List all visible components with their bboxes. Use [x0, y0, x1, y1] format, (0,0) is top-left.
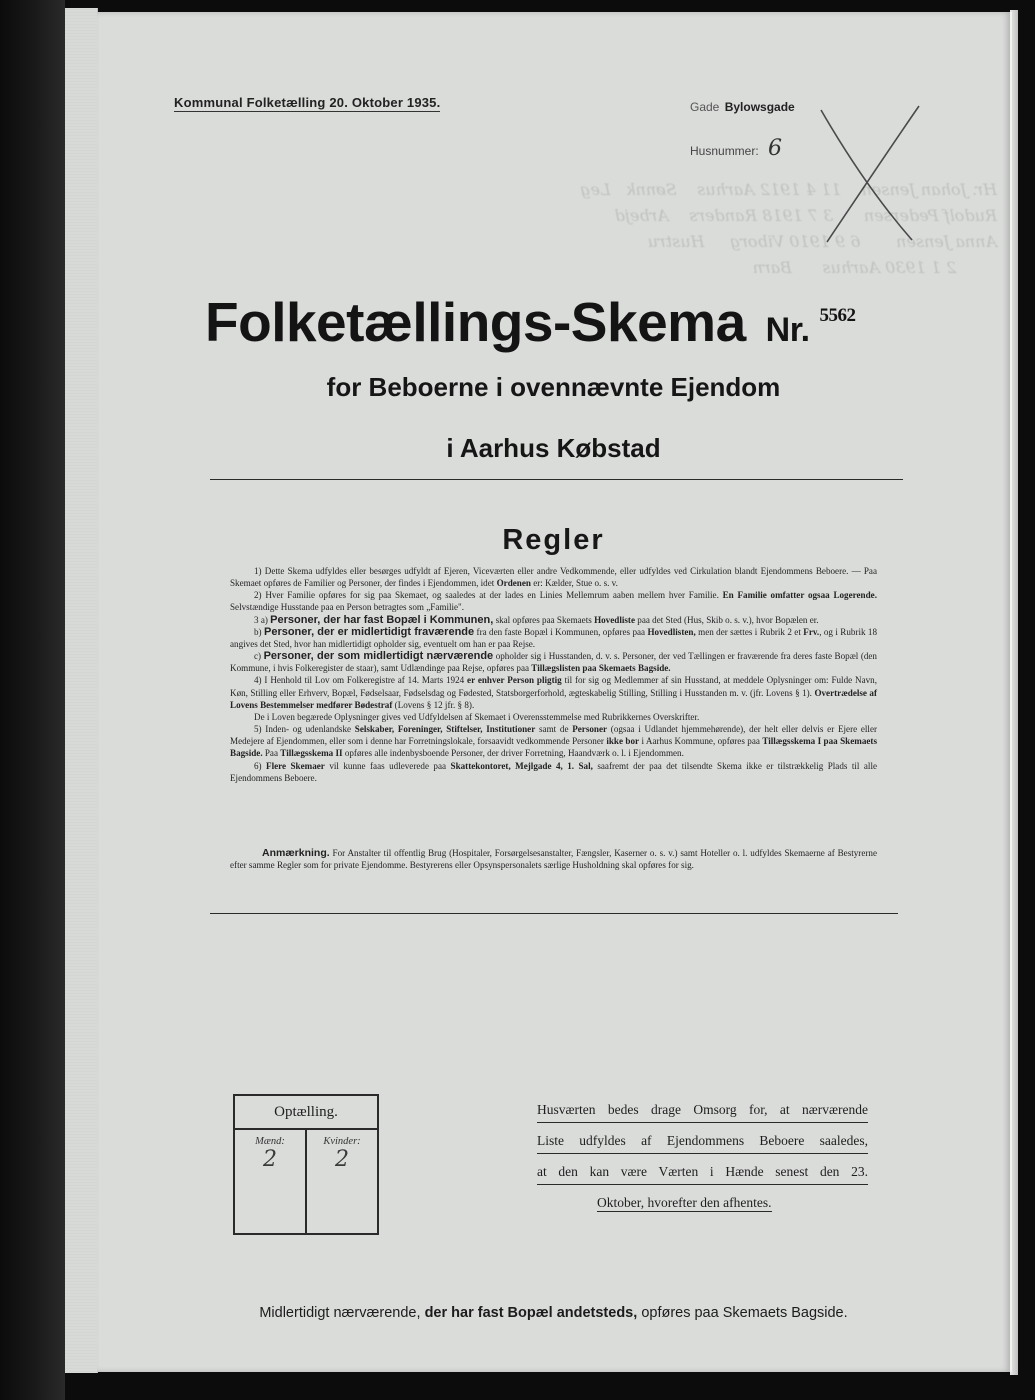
rule-1: 1) Dette Skema udfyldes eller besørges udfyldt af Ejeren, Viceværten eller andre Vedkommende, eller udfyldes ved Cirkulation blandt Ejendommens Beboere. — Paa Skemaet opføres de Familier og Personer, der findes i Ejendommen, idet Ordenen er: Kælder, Stue o. s. v. [230, 566, 877, 589]
footer-part-3: opføres paa Skemaets Bagside. [641, 1305, 848, 1321]
house-number-value: 6 [768, 136, 783, 161]
house-number-field [690, 136, 782, 161]
rule-4: 4) I Henhold til Lov om Folkeregistre af 14. Marts 1924 er enhver Person pligtig til for sig og Medlemmer af sin Husstand, at meddele Oplysninger om: Fulde Navn, Køn, Stilling eller Erhverv, Bopæl, Fødselsaar, Fødselsdag og Fødested, Statsborgerforhold, ægteskabelig Stilling, Stilling i Husstanden m. v. (jfr. Lovens § 1). Overtrædelse af Lovens Bestemmelser medfører Bødestraf (Lovens § 12 jfr. § 8). [230, 675, 878, 710]
instruction-line-3: at den kan være Værten i Hænde senest den 23. [537, 1161, 868, 1185]
rules-text [230, 565, 877, 784]
tally-women-label: Kvinder: [323, 1136, 361, 1147]
instruction-line-4: Oktober, hvorefter den afhentes. [597, 1195, 772, 1210]
tally-men-value: 2 [263, 1147, 277, 1172]
landlord-instructions [537, 1099, 877, 1223]
rule-4-continued: De i Loven begærede Oplysninger gives ved Udfyldelsen af Skemaet i Overensstemmelse med Rubrikkernes Overskrifter. [254, 711, 700, 722]
tally-women-value: 2 [335, 1147, 349, 1172]
form-number-label: Nr. [765, 311, 810, 349]
street-field [690, 100, 795, 114]
street-value: Bylowsgade [724, 100, 795, 114]
bleed-through-handwriting: Hr. Johan Jensen 11 4 1912 Aarhus Sønnk Leg Rudolf Pedersen 3 7 1918 Randers Arbejd Anna Jensen 6 9 1910 Viborg Hustru 2 1 1930 Aarhus Barn [580, 180, 997, 277]
rule-2: 2) Hver Familie opføres for sig paa Skemaet, og saaledes at der lades en Linies Mellemrum aaben mellem hver Familie. En Familie omfatter ogsaa Logerende. Selvstændige Husstande paa en Person betragtes som „Familie". [230, 590, 877, 613]
census-date-header: Kommunal Folketælling 20. Oktober 1935. [174, 95, 441, 110]
book-spine [65, 8, 98, 1373]
form-number: 5562 [819, 305, 856, 326]
rule-3c: c) Personer, der som midlertidigt nærværende opholder sig i Husstanden, d. v. s. Personer, der ved Tællingen er fraværende fra deres faste Bopæl (den Kommune, i hvis Folkeregister de staar), samt Udlændinge paa Rejse, opføres paa Tillægslisten paa Skemaets Bagside. [230, 650, 877, 674]
instruction-line-1: Husværten bedes drage Omsorg for, at nærværende [537, 1099, 868, 1123]
tally-men-label: Mænd: [255, 1136, 285, 1147]
rule-5: 5) Inden- og udenlandske Selskaber, Foreninger, Stiftelser, Institutioner samt de Personer (ogsaa i Udlandet hjemmehørende), der helt eller delvis er Ejere eller Medejere af Ejendommen, eller som i denne har Forretningslokale, forsaavidt vedkommende Personer ikke bor i Aarhus Kommune, opføres paa Tillægsskema I paa Skemaets Bagside. Paa Tillægsskema II opføres alle indenbysboende Personer, der driver Forretning, Haandværk o. l. i Ejendommen. [230, 724, 878, 759]
footer-part-1: Midlertidigt nærværende, [259, 1305, 421, 1321]
page-edge [1010, 10, 1018, 1375]
tally-heading: Optælling. [235, 1096, 377, 1130]
form-subtitle-town: i Aarhus Købstad [446, 433, 661, 463]
house-number-label: Husnummer: [690, 144, 759, 158]
footer-note [97, 1305, 1010, 1321]
rules-heading: Regler [502, 524, 605, 556]
remark-section [230, 847, 877, 871]
form-title-text: Folketællings-Skema [205, 291, 746, 353]
rule-6: 6) Flere Skemaer vil kunne faas udleverede paa Skattekontoret, Mejlgade 4, 1. Sal, saafremt der paa det tilsendte Skema ikke er tilstrækkelig Plads til alle Ejendommens Beboere. [230, 760, 878, 783]
form-title [205, 290, 856, 354]
tally-box [233, 1094, 379, 1235]
tally-men-column [235, 1130, 307, 1233]
instruction-line-2: Liste udfyldes af Ejendommens Beboere saaledes, [537, 1130, 868, 1154]
form-subtitle-residents: for Beboerne i ovennævnte Ejendom [326, 372, 781, 402]
census-form-page [97, 12, 1010, 1372]
remark-label: Anmærkning. [262, 847, 330, 859]
divider-top [210, 479, 903, 480]
rule-3a: 3 a) Personer, der har fast Bopæl i Kommunen, skal opføres paa Skemaets Hovedliste paa det Sted (Hus, Skib o. s. v.), hvor Bopælen er. [254, 613, 819, 626]
book-binding [0, 0, 65, 1400]
footer-part-2: der har fast Bopæl andetsteds, [424, 1305, 638, 1321]
street-label: Gade [690, 100, 720, 114]
rule-3b: b) Personer, der er midlertidigt fraværende fra den faste Bopæl i Kommunen, opføres paa Hovedlisten, men der sættes i Rubrik 2 et Frv., og i Rubrik 18 angives det Sted, hvor han midlertidigt opholder sig, eventuelt om han er paa Rejse. [230, 625, 878, 649]
remark-text: For Anstalter til offentlig Brug (Hospitaler, Forsørgelsesanstalter, Fængsler, Kaserner o. s. v.) samt Hoteller o. l. udfyldes Skemaerne af Bestyrerne efter samme Regler som for private Ejendomme. Bestyrerens eller Opsynspersonalets særlige Husholdning skal opføres for sig. [230, 848, 877, 871]
divider-bottom [210, 913, 898, 914]
tally-women-column [307, 1130, 377, 1233]
